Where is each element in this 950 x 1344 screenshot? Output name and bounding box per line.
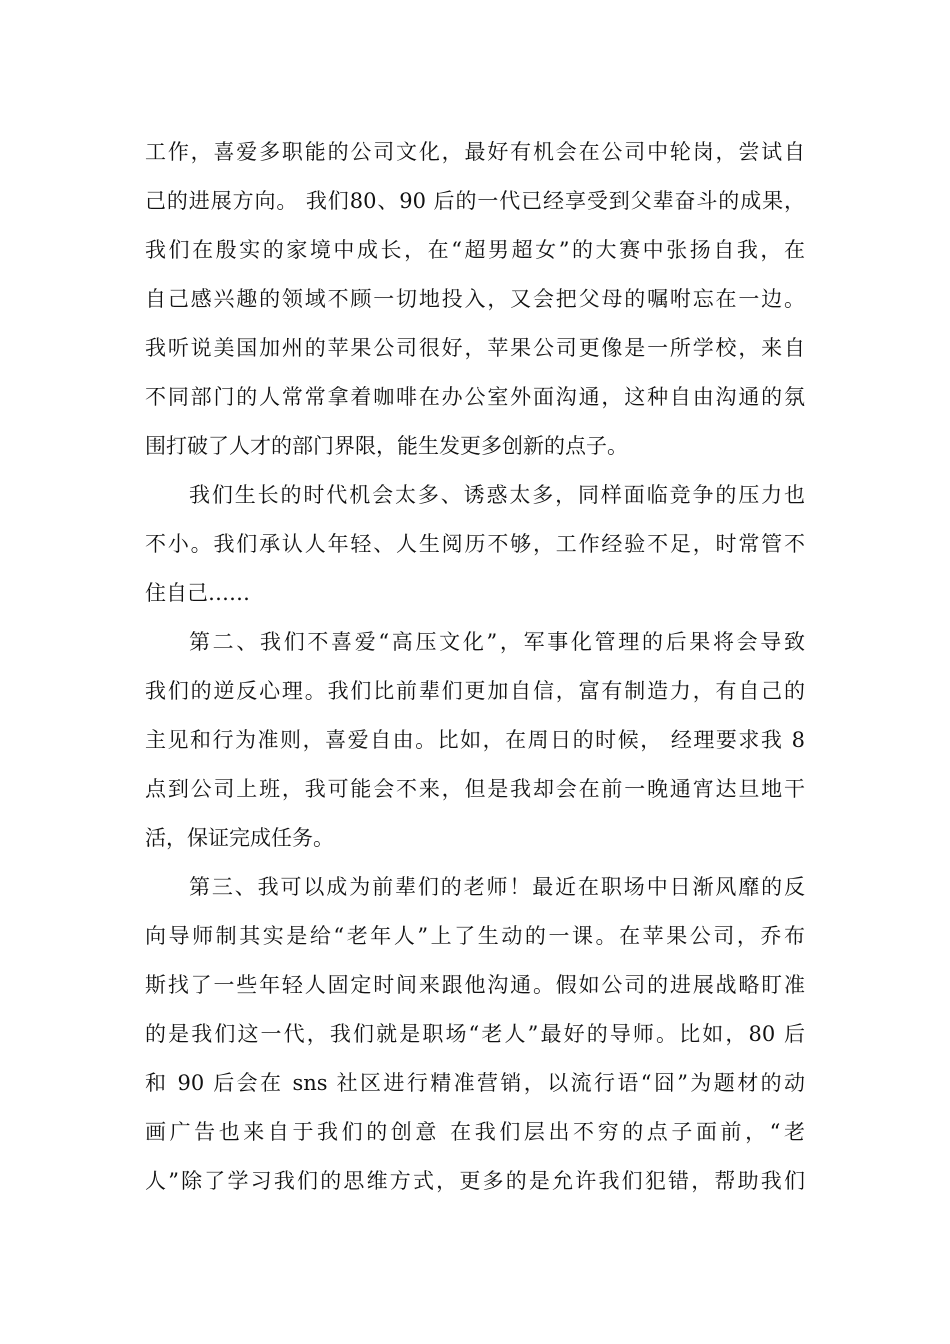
text-line-7: 围打破了人才的部门界限，能生发更多创新的点子。: [145, 434, 628, 458]
text-line-13: 主见和行为准则，喜爱自由。比如，在周日的时候， 经理要求我 8: [145, 728, 805, 752]
text-line-4: 自己感兴趣的领域不顾一切地投入，又会把父母的嘱咐忘在一边。: [145, 287, 805, 311]
text-line-21: 画广告也来自于我们的创意 在我们层出不穷的点子面前，“老: [145, 1120, 805, 1144]
text-line-22: 人”除了学习我们的思维方式，更多的是允许我们犯错，帮助我们: [145, 1169, 805, 1193]
text-line-9: 不小。我们承认人年轻、人生阅历不够，工作经验不足，时常管不: [145, 532, 805, 556]
text-line-18: 斯找了一些年轻人固定时间来跟他沟通。假如公司的进展战略盯准: [145, 973, 805, 997]
text-line-5: 我听说美国加州的苹果公司很好，苹果公司更像是一所学校，来自: [145, 336, 805, 360]
text-line-6: 不同部门的人常常拿着咖啡在办公室外面沟通，这种自由沟通的氛: [145, 385, 805, 409]
text-line-14: 点到公司上班，我可能会不来，但是我却会在前一晚通宵达旦地干: [145, 777, 805, 801]
text-line-15: 活，保证完成任务。: [145, 826, 334, 850]
text-line-12: 我们的逆反心理。我们比前辈们更加自信，富有制造力，有自己的: [145, 679, 805, 703]
text-line-1: 工作，喜爱多职能的公司文化，最好有机会在公司中轮岗，尝试自: [145, 140, 805, 164]
text-line-3: 我们在殷实的家境中成长，在“超男超女”的大赛中张扬自我，在: [145, 238, 805, 262]
text-line-17: 向导师制其实是给“老年人”上了生动的一课。在苹果公司，乔布: [145, 924, 805, 948]
text-line-8: 我们生长的时代机会太多、诱惑太多，同样面临竞争的压力也: [189, 483, 805, 507]
text-line-16: 第三、我可以成为前辈们的老师！最近在职场中日渐风靡的反: [189, 875, 805, 899]
text-line-19: 的是我们这一代，我们就是职场“老人”最好的导师。比如，80 后: [145, 1022, 805, 1046]
text-line-2: 己的进展方向。 我们80、90 后的一代已经享受到父辈奋斗的成果，: [145, 189, 805, 213]
text-line-11: 第二、我们不喜爱“高压文化”，军事化管理的后果将会导致: [189, 630, 805, 654]
text-line-10: 住自己……: [145, 581, 250, 605]
text-line-20: 和 90 后会在 sns 社区进行精准营销，以流行语“囧”为题材的动: [145, 1071, 805, 1095]
